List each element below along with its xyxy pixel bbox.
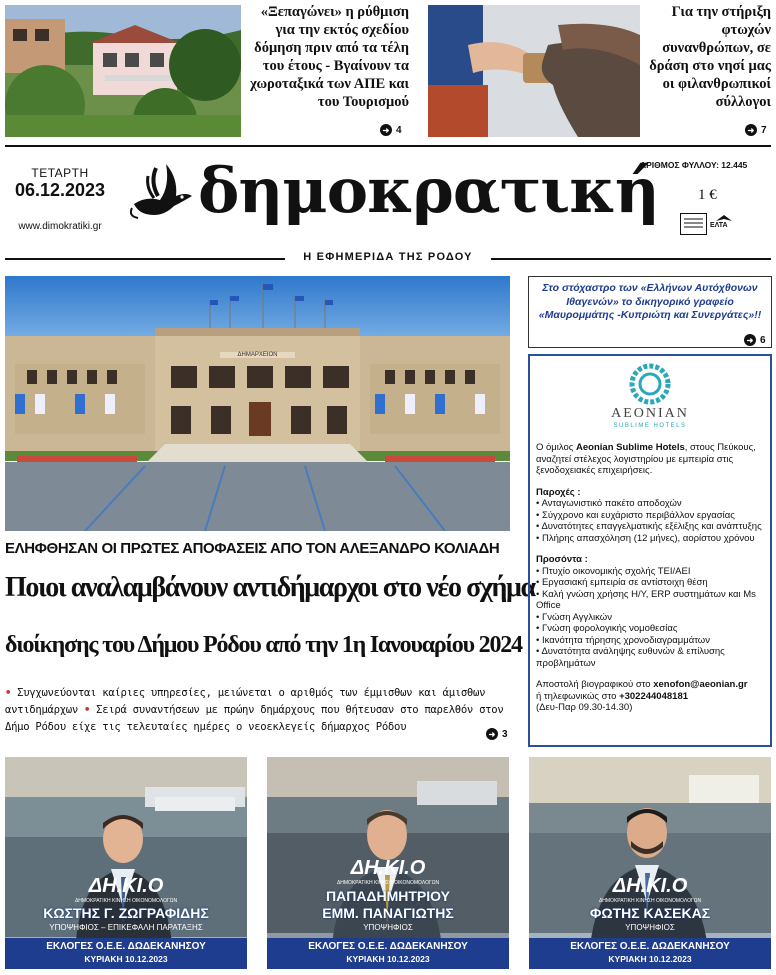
main-story-kicker[interactable]: ΕΛΗΦΘΗΣΑΝ ΟΙ ΠΡΩΤΕΣ ΑΠΟΦΑΣΕΙΣ ΑΠΟ ΤΟΝ ΑΛΕΞΑΝΔΡΟ ΚΟΛΙΑΔΗ <box>5 540 500 557</box>
masthead-tagline: Η ΕΦΗΜΕΡΙΔΑ ΤΗΣ ΡΟΔΟΥ <box>303 251 473 263</box>
arrow-right-icon: ➜ <box>744 334 756 346</box>
teaser-left-headline[interactable]: «Ξεπαγώνει» η ρύθμιση για την εκτός σχεδίου δόμηση πριν από τα τέλη του έτους - Βγαίνουν τα χωροταξικά των ΑΠΕ και του Τουρισμού <box>250 4 409 110</box>
summary-point-b: Σειρά συναντήσεων με πρώην δημάρχους που θήτευσαν στο παρελθόν στον Δήμο Ρόδου είχε τις τελευταίες ημέρες ο νεοεκλεγείς δήμαρχος Ρόδου <box>5 704 504 733</box>
ad-quals-title: Προσόντα : <box>536 554 588 565</box>
tagline-rule-left <box>5 258 285 260</box>
ad-qual-item: • Δυνατότητα ανάληψης ευθυνών & επίλυσης προβλημάτων <box>536 646 764 669</box>
teaser-left-photo[interactable] <box>5 5 241 137</box>
ad-offer-item: • Δυνατότητες επαγγελματικής εξέλιξης και ανάπτυξης <box>536 521 764 533</box>
teaser-left-page-ref[interactable]: ➜ 4 <box>380 124 402 136</box>
ad-quals-list <box>536 566 764 670</box>
masthead-price: 1 € <box>698 187 717 203</box>
building-sign: ΔΗΜΑΡΧΕΙΟΝ <box>237 352 278 358</box>
candidate-role: ΥΠΟΨΗΦΙΟΣ – ΕΠΙΚΕΦΑΛΗ ΠΑΡΑΤΑΞΗΣ <box>49 923 203 932</box>
job-ad-box[interactable] <box>528 354 772 747</box>
teaser-right-photo[interactable] <box>428 5 640 137</box>
ad-qual-item: • Γνώση Αγγλικών <box>536 612 764 624</box>
candidate-role: ΥΠΟΨΗΦΙΟΣ <box>625 923 675 932</box>
main-story-summary: • Συγχωνεύονται καίριες υπηρεσίες, μειώνεται ο αριθμός των έμμισθων και άμισθων αντιδημάρχων • Σειρά συναντήσεων με πρώην δημάρχους που θήτευσαν στο παρελθόν στον Δήμο Ρόδου είχε τις τελευταίες ημέρες ο νεοεκλεγείς δήμαρχος Ρόδου <box>5 687 504 733</box>
aeonian-logo-icon <box>628 362 672 406</box>
postage-stamp-icon <box>680 213 707 235</box>
candidate-name: ΦΩΤΗΣ ΚΑΣΕΚΑΣ <box>589 905 711 921</box>
candidate-ad-1[interactable] <box>5 757 247 969</box>
teaser-right-headline[interactable]: Για την στήριξη φτωχών συνανθρώπων, σε δράση στο νησί μας οι φιλανθρωπικοί σύλλογοι <box>649 4 771 110</box>
teaser-right-page-ref[interactable]: ➜ 7 <box>745 124 767 136</box>
ad-offers-title: Παροχές : <box>536 486 581 498</box>
candidate-name-line1: ΠΑΠΑΔΗΜΗΤΡΙΟΥ <box>325 888 450 904</box>
ad-contact: Αποστολή βιογραφικού στο xenofon@aeonian.gr ή τηλεφωνικώς στο +302244048181 (Δευ-Παρ 09.30-14.30) <box>536 679 748 713</box>
masthead-day: ΤΕΤΑΡΤΗ <box>31 166 89 180</box>
masthead-title: δημοκρατική <box>198 154 659 227</box>
ad-offer-item: • Πλήρης απασχόληση (12 μήνες), αορίστου χρόνου <box>536 533 764 545</box>
main-story-headline-line2[interactable]: διοίκησης του Δήμου Ρόδου από την 1η Ιανουαρίου 2024 <box>5 632 522 658</box>
dove-logo-icon <box>126 156 196 226</box>
candidate-party: ΔΗ.ΚΙ.Ο <box>612 875 688 897</box>
tagline-rule-right <box>491 258 771 260</box>
side-story-box[interactable] <box>528 276 772 348</box>
candidate-name-line2: ΕΜΜ. ΠΑΝΑΓΙΩΤΗΣ <box>322 905 454 921</box>
side-story-page-ref[interactable]: ➜ 6 <box>744 334 766 346</box>
ad-brand-sub: SUBLIME HOTELS <box>613 423 687 429</box>
candidate-election-banner: ΕΚΛΟΓΕΣ Ο.Ε.Ε. ΔΩΔΕΚΑΝΗΣΟΥ ΚΥΡΙΑΚΗ 10.12.2023 <box>529 938 771 969</box>
masthead-website[interactable]: www.dimokratiki.gr <box>18 221 102 232</box>
ad-phone[interactable]: +302244048181 <box>619 690 689 702</box>
ad-qual-item: • Πτυχίο οικονομικής σχολής ΤΕΙ/ΑΕΙ <box>536 566 764 578</box>
ad-body <box>536 442 764 714</box>
arrow-right-icon: ➜ <box>380 124 392 136</box>
candidate-ad-3[interactable] <box>529 757 771 969</box>
candidate-party-sub: ΔΗΜΟΚΡΑΤΙΚΗ ΚΙΝΗΣΗ ΟΙΚΟΝΟΜΟΛΟΓΩΝ <box>598 898 702 904</box>
ad-hours: (Δευ-Παρ 09.30-14.30) <box>536 702 633 713</box>
summary-point-a: Συγχωνεύονται καίριες υπηρεσίες, μειώνεται ο αριθμός των έμμισθων και άμισθων αντιδημάρχων <box>5 687 486 716</box>
candidate-name: ΚΩΣΤΗΣ Γ. ΖΩΓΡΑΦΙΔΗΣ <box>43 905 209 921</box>
ad-qual-item: • Γνώση φορολογικής νομοθεσίας <box>536 623 764 635</box>
arrow-right-icon: ➜ <box>745 124 757 136</box>
main-story-headline-line1[interactable]: Ποιοι αναλαμβάνουν αντιδήμαρχοι στο νέο σχήμα <box>5 572 535 603</box>
ad-qual-item: • Εργασιακή εμπειρία σε αντίστοιχη θέση <box>536 577 764 589</box>
ad-qual-item: • Ικανότητα τήρησης χρονοδιαγραμμάτων <box>536 635 764 647</box>
candidate-party: ΔΗ.ΚΙ.Ο <box>88 875 164 897</box>
candidate-election-banner: ΕΚΛΟΓΕΣ Ο.Ε.Ε. ΔΩΔΕΚΑΝΗΣΟΥ ΚΥΡΙΑΚΗ 10.12.2023 <box>5 938 247 969</box>
main-story-page-ref[interactable]: ➜ 3 <box>486 728 508 740</box>
candidate-ad-2[interactable] <box>267 757 509 969</box>
side-story-headline[interactable]: Στο στόχαστρο των «Ελλήνων Αυτόχθονων Ιθαγενών» το δικηγορικό γραφείο «Μαυρομμάτης -Κυπριώτη και Συνεργάτες»!! <box>538 282 762 321</box>
ad-offer-item: • Σύγχρονο και ευχάριστο περιβάλλον εργασίας <box>536 510 764 522</box>
candidate-party-sub: ΔΗΜΟΚΡΑΤΙΚΗ ΚΙΝΗΣΗ ΟΙΚΟΝΟΜΟΛΟΓΩΝ <box>74 898 178 904</box>
arrow-right-icon: ➜ <box>486 728 498 740</box>
masthead-issue-number: ΑΡΙΘΜΟΣ ΦΥΛΛΟΥ: 12.445 <box>640 160 748 170</box>
main-story-photo[interactable] <box>5 276 510 531</box>
candidate-role: ΥΠΟΨΗΦΙΟΣ <box>363 923 413 932</box>
ad-offer-item: • Ανταγωνιστικό πακέτο αποδοχών <box>536 498 764 510</box>
ad-qual-item: • Καλή γνώση χρήσης Η/Υ, ERP συστημάτων και Ms Office <box>536 589 764 612</box>
candidate-party: ΔΗ.ΚΙ.Ο <box>350 857 426 879</box>
ad-intro: Ο όμιλος Aeonian Sublime Hotels, στους Πεύκους, αναζητεί στέλεχος λογιστηρίου με εμπειρία στις ξενοδοχειακές επιχειρήσεις. <box>536 442 756 476</box>
ad-offers-list <box>536 498 764 544</box>
ad-email-link[interactable]: xenofon@aeonian.gr <box>653 679 748 690</box>
candidate-election-banner: ΕΚΛΟΓΕΣ Ο.Ε.Ε. ΔΩΔΕΚΑΝΗΣΟΥ ΚΥΡΙΑΚΗ 10.12.2023 <box>267 938 509 969</box>
candidate-party-sub: ΔΗΜΟΚΡΑΤΙΚΗ ΚΙΝΗΣΗ ΟΙΚΟΝΟΜΟΛΟΓΩΝ <box>336 880 440 886</box>
elta-label: ΕΛΤΑ <box>710 222 728 229</box>
masthead-date: 06.12.2023 <box>14 180 106 200</box>
ad-brand: AEONIAN <box>611 406 689 421</box>
